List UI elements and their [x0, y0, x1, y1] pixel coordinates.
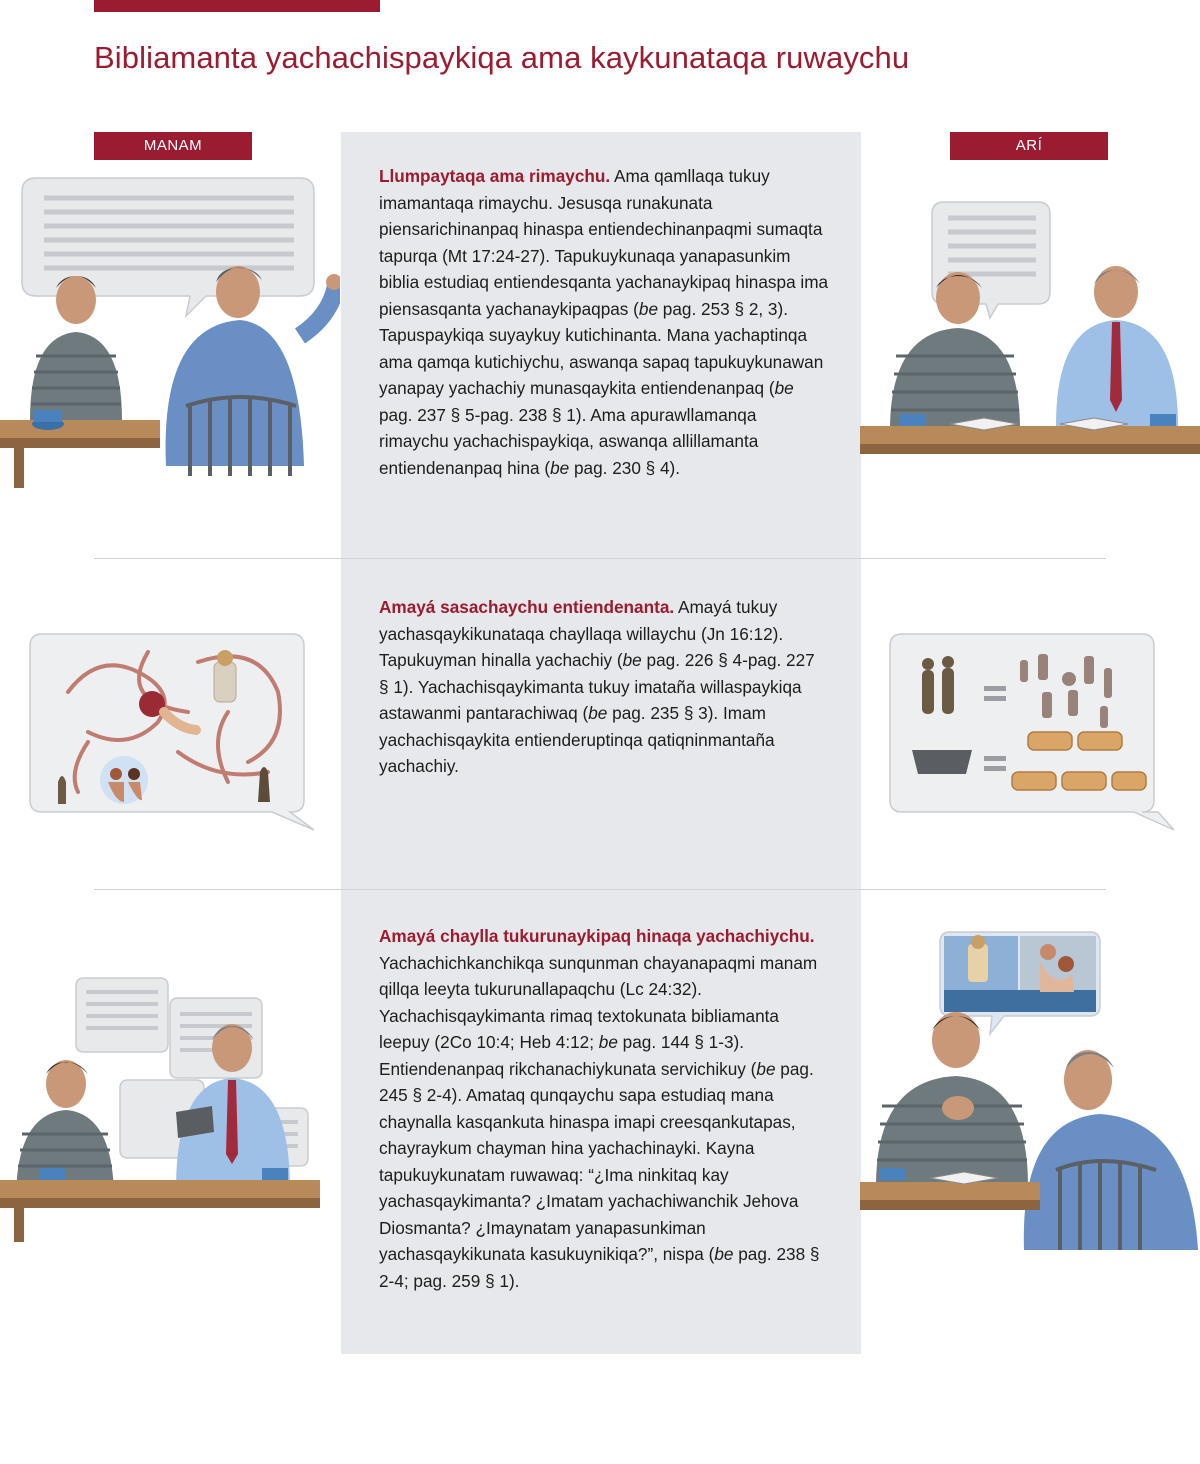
- section-1-heading: Llumpaytaqa ama rimaychu.: [379, 166, 611, 186]
- illustration-reaching-the-heart: [860, 930, 1200, 1250]
- section-2-heading: Amayá sasachaychu entiendenanta.: [379, 597, 675, 617]
- page-title: Bibliamanta yachachispaykiqa ama kaykunataqa ruwaychu: [94, 40, 910, 75]
- section-3-text: Amayá chaylla tukurunaykipaq hinaqa yachachiychu. Yachachichkanchikqa sunqunman chayanapaqmi manam qillqa leeyta tukurunallapaqchu (Lc 24:32). Yachachisqaykimanta rimaq textokunata bibliamanta leepuy (2Co 10:4; Heb 4:12; be pag. 144 § 1-3). Entiendenanpaq rikchanachiykunata servichikuy (be pag. 245 § 2-4). Amataq qunqaychu sapa estudiaq mana chaynalla kasqankuta hinaspa imapi creesqankutapas, chayraykum chayman hina yachachinayki. Kayna tapukuykunatam ruwawaq: “¿Ima ninkitaq kay yachasqaykimanta? ¿Imatam yachachiwanchik Jehova Diosmanta? ¿Imaynatam yanapasunkiman yachasqaykikunata kasukuynikiqa?”, nispa (be pag. 238 § 2-4; pag. 259 § 1).: [379, 926, 820, 1291]
- illustration-simple-comparison: [888, 632, 1178, 832]
- section-3-heading: Amayá chaylla tukurunaykipaq hinaqa yachachiychu.: [379, 926, 815, 946]
- section-2-text: Amayá sasachaychu entiendenanta. Amayá tukuy yachasqaykikunataqa chayllaqa willaychu (Jn 16:12). Tapukuyman hinalla yachachiy (be pag. 226 § 4-pag. 227 § 1). Yachachisqaykimanta tukuy imataña willaspaykiqa astawanmi pantarachiwaq (be pag. 235 § 3). Imam yachachisqaykita entienderuptinqa qatiqninmantaña yachachiy.: [379, 597, 815, 776]
- manam-label: MANAM: [94, 132, 252, 160]
- illustration-rushing-study: [0, 974, 340, 1244]
- section-1-text: Llumpaytaqa ama rimaychu. Ama qamllaqa tukuy imamantaqa rimaychu. Jesusqa runakunata piensarichinanpaq hinaspa entiendechinanpaqmi sumaqta tapurqa (Mt 17:24-27). Tapukuykunaqa yanapasunkim biblia estudiaq entiendesqanta yachanaykipaq hinaspa ima piensasqanta yachanaykipaqpas (be pag. 253 § 2, 3). Tapuspaykiqa suyaykuy kutichinanta. Mana yachaptinqa ama qamqa kutichiychu, aswanqa sapaq tapukuykunawan yanapay yachachiy munasqaykita entiendenanpaq (be pag. 237 § 5-pag. 238 § 1). Ama apurawllamanqa rimaychu yachachispaykiqa, aswanqa allillamanta entiendenanpaq hina (be pag. 230 § 4).: [379, 166, 829, 478]
- section-divider: [94, 889, 1106, 890]
- illustration-asking-questions: [860, 200, 1200, 500]
- top-accent-bar: [94, 0, 380, 12]
- illustration-talking-too-much: [0, 176, 340, 496]
- section-divider: [94, 558, 1106, 559]
- illustration-confusing-topics: [28, 632, 318, 832]
- ari-label: ARÍ: [950, 132, 1108, 160]
